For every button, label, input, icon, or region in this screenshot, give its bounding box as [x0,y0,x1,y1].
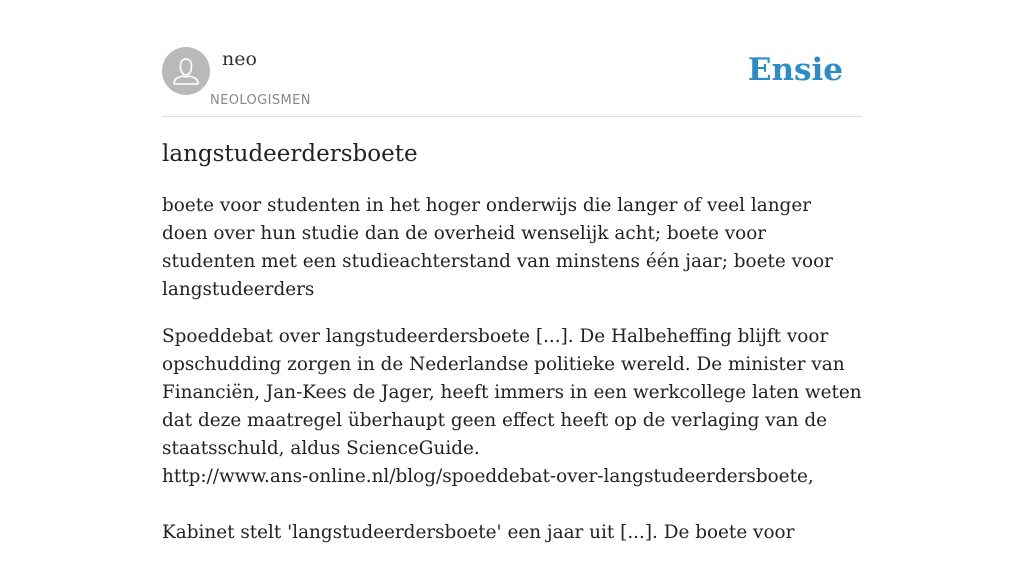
avatar[interactable] [162,47,210,95]
username[interactable]: neo [222,48,257,70]
header [162,46,862,117]
entry-content [162,192,862,566]
entry-definition: boete voor studenten in het hoger onderwijs die langer of veel langer doen over hun studie dan de overheid wenselijk acht; boete voor studenten met een studieachterstand van minstens één jaar; boete voor langstudeerders [162,195,833,300]
brand-logo[interactable]: Ensie [747,52,843,88]
entry-title: langstudeerdersboete [162,141,418,167]
entry-example: Spoeddebat over langstudeerdersboete [...]. De Halbeheffing blijft voor opschudding zorgen in de Nederlandse politieke wereld. De minister van Financiën, Jan-Kees de Jager, heeft immers in een werkcollege laten weten dat deze maatregel überhaupt geen effect heeft op de verlaging van de staatsschuld, aldus ScienceGuide. http://www.ans-online.nl/blog/spoeddebat-over-langstudeerdersboete, Kabinet stelt 'langstudeerdersboete' een jaar uit [...]. De boete voor [162,326,862,543]
user-silhouette-icon [162,47,210,95]
category-label[interactable]: NEOLOGISMEN [210,93,311,108]
